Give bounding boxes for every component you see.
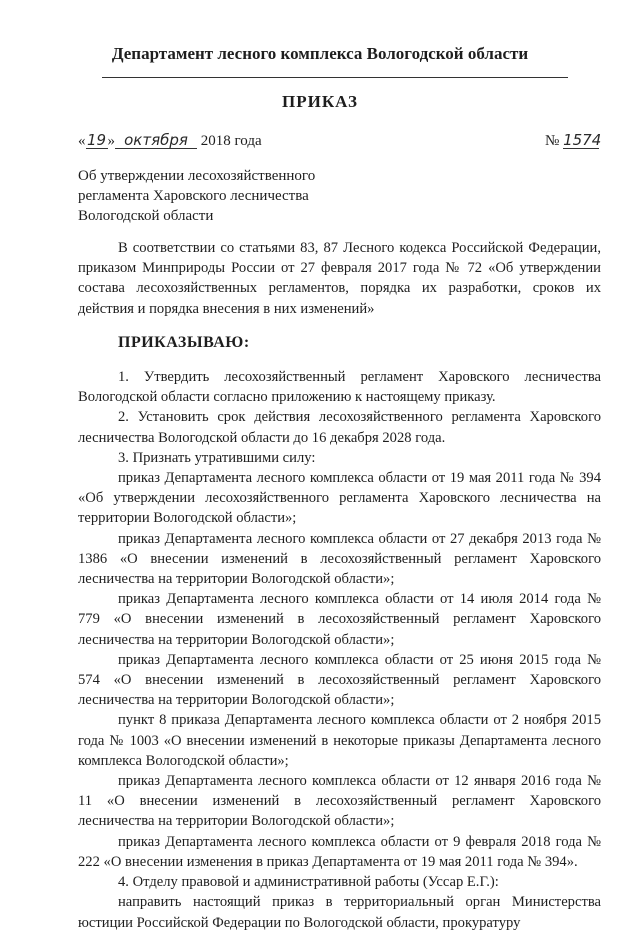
order-date <box>78 132 262 150</box>
order-item: приказ Департамента лесного комплекса области от 19 мая 2011 года № 394 «Об утверждении лесохозяйственного регламента Харовского лесничества на территории Вологодской области»; <box>78 470 601 527</box>
subject-line: регламента Харовского лесничества <box>78 188 309 204</box>
preamble-paragraph: В соответствии со статьями 83, 87 Лесного кодекса Российской Федерации, приказом Минприроды России от 27 февраля 2017 года № 72 «Об утверждении состава лесохозяйственных регламентов, порядка их разработки, сроков их действия и порядка внесения в них изменений» <box>78 240 601 317</box>
document-type: ПРИКАЗ <box>282 92 358 111</box>
date-close-quote: » <box>107 133 115 149</box>
order-item: приказ Департамента лесного комплекса области от 25 июня 2015 года № 574 «О внесении изменений в лесохозяйственный регламент Харовского лесничества на территории Вологодской области»; <box>78 651 601 709</box>
date-open-quote: « <box>78 133 86 149</box>
order-body <box>78 238 601 933</box>
order-item: 4. Отделу правовой и административной работы (Уссар Е.Г.): <box>118 874 499 891</box>
order-item: направить настоящий приказ в территориальный орган Министерства юстиции Российской Федерации по Вологодской области, прокуратуру <box>78 894 601 931</box>
organization-title: Департамент лесного комплекса Вологодской области <box>111 44 529 63</box>
order-subject <box>78 166 315 226</box>
number-label: № <box>545 133 560 149</box>
subject-line: Вологодской области <box>78 208 214 224</box>
number-value-handwritten: 1574 <box>563 131 602 149</box>
date-month-handwritten: октября <box>115 132 197 149</box>
order-item: 2. Установить срок действия лесохозяйственного регламента Харовского лесничества Вологодской области до 16 декабря 2028 года. <box>78 409 601 446</box>
order-item: 3. Признать утратившими силу: <box>118 449 316 466</box>
order-item: приказ Департамента лесного комплекса области от 27 декабря 2013 года № 1386 «О внесении изменений в лесохозяйственный регламент Харовского лесничества на территории Вологодской области»; <box>78 530 601 588</box>
order-number <box>545 131 602 150</box>
order-item: приказ Департамента лесного комплекса области от 14 июля 2014 года № 779 «О внесении изменений в лесохозяйственный регламент Харовского лесничества на территории Вологодской области»; <box>78 591 601 648</box>
header-divider <box>102 77 568 78</box>
date-year: 2018 года <box>200 133 262 149</box>
order-item: приказ Департамента лесного комплекса области от 9 февраля 2018 года № 222 «О внесении изменения в приказ Департамента от 19 мая 2011 года № 394». <box>78 833 601 870</box>
date-day-handwritten: 19 <box>86 131 107 149</box>
order-heading: ПРИКАЗЫВАЮ: <box>118 333 250 351</box>
order-item: 1. Утвердить лесохозяйственный регламент Харовского лесничества Вологодской области согласно приложению к настоящему приказу. <box>78 369 601 406</box>
subject-line: Об утверждении лесохозяйственного <box>78 168 316 184</box>
order-item: приказ Департамента лесного комплекса области от 12 января 2016 года № 11 «О внесении изменений в лесохозяйственный регламент Харовского лесничества на территории Вологодской области»; <box>78 773 601 830</box>
order-item: пункт 8 приказа Департамента лесного комплекса области от 2 ноября 2015 года № 1003 «О внесении изменений в некоторые приказы Департамента лесного комплекса Вологодской области»; <box>78 712 601 769</box>
